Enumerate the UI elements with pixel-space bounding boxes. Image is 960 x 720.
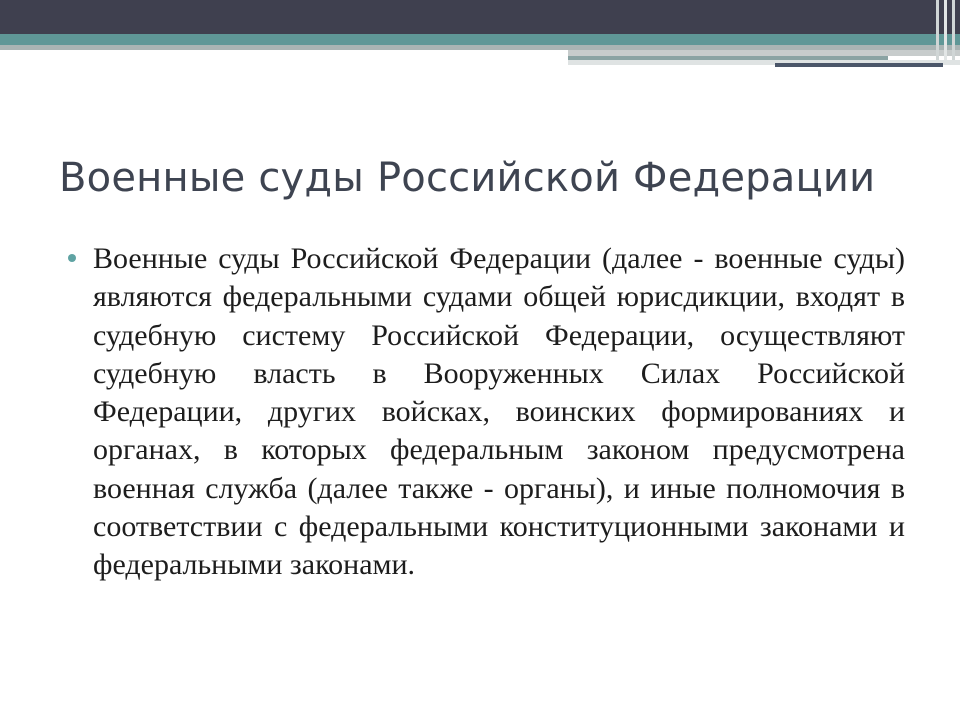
decor-stripe bbox=[944, 0, 947, 60]
decor-stripe bbox=[936, 0, 939, 60]
header-band bbox=[0, 0, 960, 34]
list-item-text: Военные суды Российской Федерации (далее - военные суды) являются федеральными судами общей юрисдикции, входят в судебную систему Российской Федерации, осуществляют судебную власть в Вооруженных Силах Российской Федерации, других войсках, воинских формированиях и органах, в которых федеральным законом предусмотрена военная служба (далее также - органы), и иные полномочия в соответствии с федеральными конституционными законами и федеральными законами. bbox=[93, 242, 905, 582]
bullet-list bbox=[65, 240, 905, 585]
decor-vertical-stripes bbox=[934, 0, 960, 60]
bullet-dot-icon bbox=[68, 254, 76, 262]
decor-bar bbox=[775, 63, 943, 67]
decor-stripe bbox=[952, 0, 955, 60]
slide-title: Военные суды Российской Федерации bbox=[59, 155, 876, 201]
list-item bbox=[65, 240, 905, 585]
header-accent-strip bbox=[0, 34, 960, 45]
